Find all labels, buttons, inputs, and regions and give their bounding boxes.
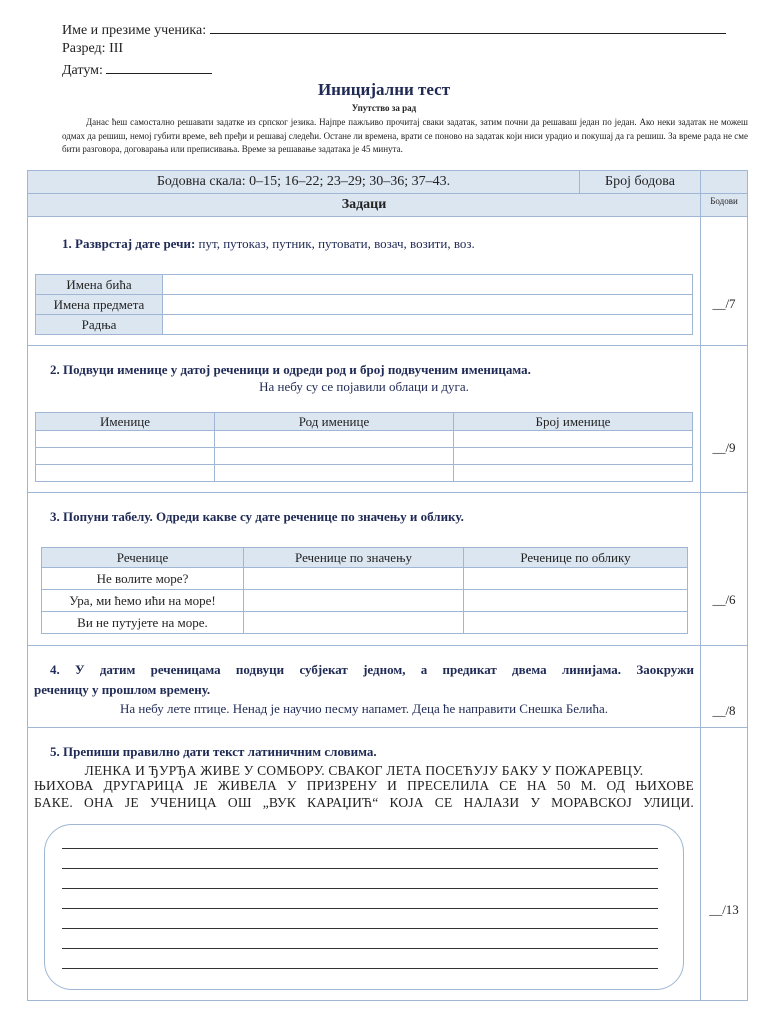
points-label: Број бодова — [605, 174, 675, 189]
task2-cell[interactable] — [36, 465, 215, 482]
task1-row-label: Радња — [36, 315, 163, 335]
date-row — [62, 61, 212, 79]
task1-row-label: Имена бића — [36, 275, 163, 295]
task4-title-line1: 4. У датим реченицама подвуци субјекат једном, а предикат двема линијама. Заокружи — [50, 662, 694, 677]
task3-title: 3. Попуни табелу. Одреди какве су дате реченице по значењу и облику. — [50, 509, 464, 524]
task2-col-header: Број именице — [454, 413, 693, 431]
task1-answer-cell[interactable] — [163, 275, 693, 295]
task4-sentences: На небу лете птице. Ненад је научио песму напамет. Деца ће направити Снешка Белића. — [119, 701, 609, 716]
task2-col-header: Именице — [36, 413, 215, 431]
task2-table — [35, 412, 693, 482]
task3-col-header: Реченице — [42, 548, 244, 568]
task5-text-line3: БАКЕ. ОНА ЈЕ УЧЕНИЦА ОШ „ВУК КАРАЏИЋ“ КОЈА СЕ НАЛАЗИ У МОРАВСКОЈ УЛИЦИ. — [34, 795, 694, 810]
task2-col-header: Род именице — [215, 413, 454, 431]
divider-1 — [27, 345, 748, 346]
task2-cell[interactable] — [454, 465, 693, 482]
instructions-title: Упутство за рад — [351, 103, 417, 113]
task5-title: 5. Препиши правилно дати текст латиничним словима. — [50, 744, 377, 759]
task3-col-header: Реченице по значењу — [244, 548, 464, 568]
divider-3 — [27, 645, 748, 646]
task1-title: 1. Разврстај дате речи: — [62, 236, 196, 251]
task3-cell[interactable] — [244, 568, 464, 590]
date-field[interactable] — [106, 61, 212, 74]
points-header: Бодови — [700, 193, 748, 217]
student-name-row — [62, 21, 726, 39]
task2-cell[interactable] — [215, 448, 454, 465]
instructions-text: Данас ћеш самостално решавати задатке из српског језика. Најпре пажљиво прочитај сваки задатак, затим почни да решаваш један по један. Ако неки задатак не можеш одмах да решиш, немој губити време, већ пређи и решавај следећи. Остане ли времена, врати се поново на задатак који ниси урадио и покушај да га решиш. За време рада не сме бити разговора, договарања или преписивања. Време за решавање задатака је 45 минута. — [62, 117, 748, 154]
task2-cell[interactable] — [36, 431, 215, 448]
task1-words: пут, путоказ, путник, путовати, возач, возити, воз. — [195, 236, 475, 251]
divider-2 — [27, 492, 748, 493]
grade-label: Разред: III — [62, 41, 124, 56]
task3-cell[interactable] — [244, 590, 464, 612]
task2-cell[interactable] — [454, 431, 693, 448]
score-column-divider — [700, 217, 701, 1001]
task3-sentence: Ура, ми ћемо ићи на море! — [42, 590, 244, 612]
task1-answer-cell[interactable] — [163, 315, 693, 335]
task3-cell[interactable] — [464, 612, 688, 634]
task2-cell[interactable] — [36, 448, 215, 465]
task2-cell[interactable] — [215, 431, 454, 448]
student-name-label: Име и презиме ученика: — [62, 23, 207, 38]
task5-text-line2: ЊИХОВА ДРУГАРИЦА ЈЕ ЖИВЕЛА У ПРИЗРЕНУ И ПРЕСЕЛИЛА СЕ НА 50 М. ОД ЊИХОВЕ — [34, 778, 694, 793]
task2-sentence: На небу су се појавили облаци и дуга. — [259, 379, 469, 394]
task3-table — [41, 547, 688, 634]
writing-line — [62, 968, 658, 969]
task2-title: 2. Подвуци именице у датој реченици и одреди род и број подвученим именицама. — [50, 362, 531, 377]
task5-text-line1: ЛЕНКА И ЂУРЂА ЖИВЕ У СОМБОРУ. СВАКОГ ЛЕТА ПОСЕЋУЈУ БАКУ У ПОЖАРЕВЦУ. — [84, 763, 644, 778]
task5-score: __/13 — [709, 902, 739, 917]
date-label: Датум: — [62, 63, 103, 78]
scale-text: Бодовна скала: 0–15; 16–22; 23–29; 30–36; 37–43. — [156, 174, 451, 189]
task3-score: __/6 — [712, 592, 736, 607]
task4-title-line2: реченицу у прошлом времену. — [34, 682, 211, 697]
writing-line — [62, 848, 658, 849]
task1-row-label: Имена предмета — [36, 295, 163, 315]
scale-divider-2 — [700, 170, 701, 194]
task2-cell[interactable] — [215, 465, 454, 482]
task3-sentence: Ви не путујете на море. — [42, 612, 244, 634]
writing-line — [62, 888, 658, 889]
writing-line — [62, 928, 658, 929]
tasks-header: Задаци — [27, 193, 701, 217]
writing-line — [62, 868, 658, 869]
task2-cell[interactable] — [454, 448, 693, 465]
task3-cell[interactable] — [464, 590, 688, 612]
task3-col-header: Реченице по облику — [464, 548, 688, 568]
task1-score: __/7 — [712, 296, 736, 311]
task3-sentence: Не волите море? — [42, 568, 244, 590]
task2-score: __/9 — [712, 440, 736, 455]
task4-score: __/8 — [712, 703, 736, 718]
task1-table — [35, 274, 693, 335]
student-name-field[interactable] — [210, 21, 726, 34]
writing-line — [62, 908, 658, 909]
task3-cell[interactable] — [464, 568, 688, 590]
writing-line — [62, 948, 658, 949]
page-title: Иницијални тест — [317, 80, 451, 99]
divider-4 — [27, 727, 748, 728]
task1-prompt — [62, 236, 475, 252]
task3-cell[interactable] — [244, 612, 464, 634]
task1-answer-cell[interactable] — [163, 295, 693, 315]
